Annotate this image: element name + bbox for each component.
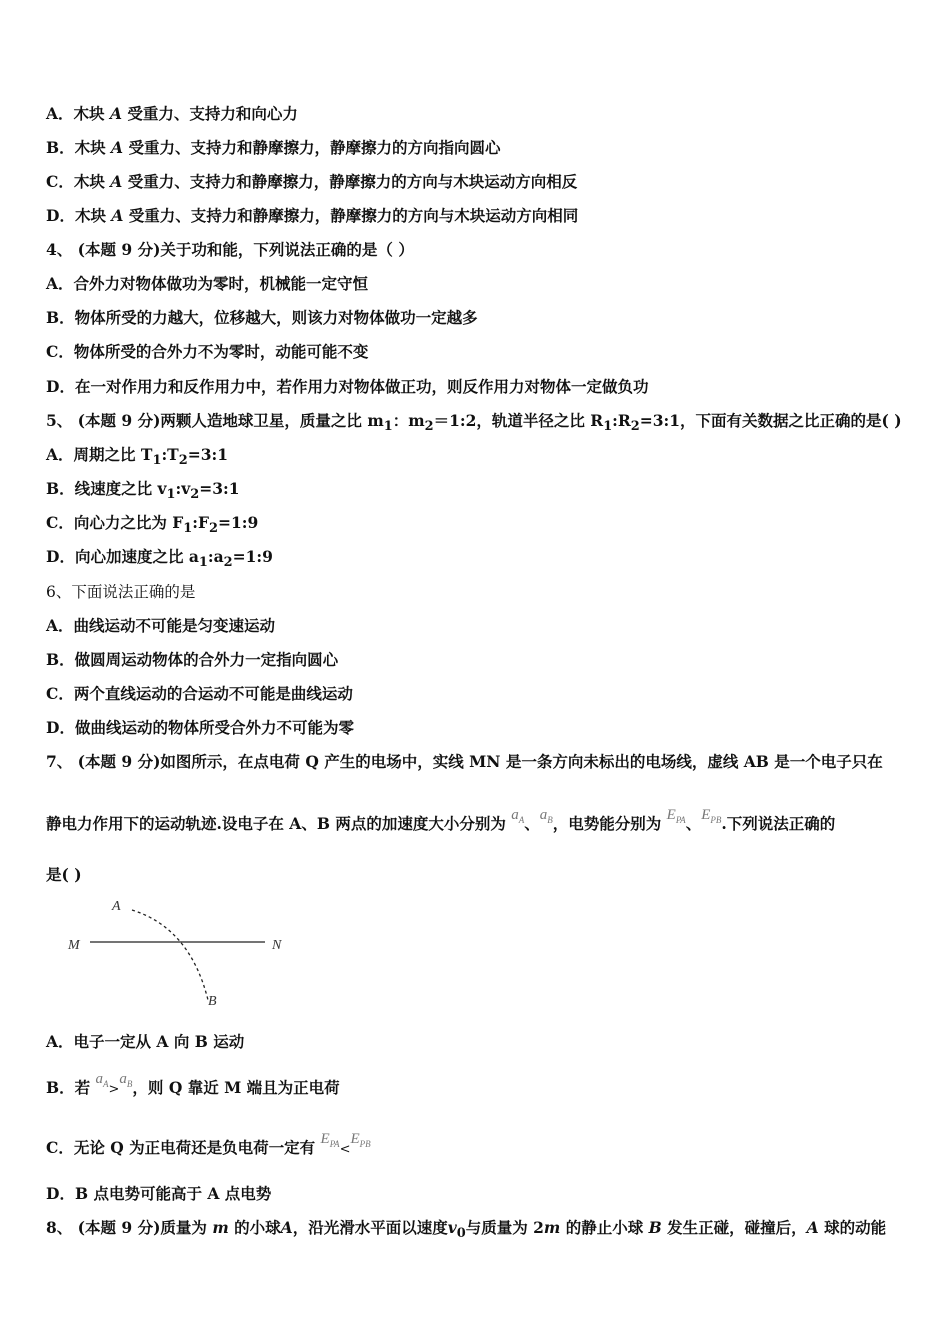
q3-option-d: D．木块 A 受重力、支持力和静摩擦力，静摩擦力的方向与木块运动方向相同: [46, 206, 579, 225]
q6-option-b: B．做圆周运动物体的合外力一定指向圆心: [46, 650, 339, 669]
q6-stem: 6、下面说法正确的是: [46, 583, 196, 601]
trajectory-ab: [132, 910, 208, 1000]
q5-option-c: C．向心力之比为 $F_1:F_2=1:9$: [46, 513, 259, 537]
label-B: B: [208, 994, 217, 1009]
symbol-E-PA: $E_{PA}$: [666, 807, 686, 825]
q5-option-a: A．周期之比 $T_1:T_2=3:1$: [46, 445, 228, 469]
q7-stem-line1: 7、 (本题 9 分)如图所示，在点电荷 Q 产生的电场中，实线 MN 是一条方向未标出的电场线，虚线 AB 是一个电子只在: [46, 752, 883, 771]
q4-option-c: C．物体所受的合外力不为零时，动能可能不变: [46, 342, 369, 361]
q5-option-d: D．向心加速度之比 $a_1:a_2=1:9$: [46, 547, 273, 571]
q4-option-d: D．在一对作用力和反作用力中，若作用力对物体做正功，则反作用力对物体一定做负功: [46, 377, 649, 396]
q6-option-c: C．两个直线运动的合运动不可能是曲线运动: [46, 684, 353, 703]
q7-option-d: D．B 点电势可能高于 A 点电势: [46, 1184, 272, 1203]
q3-option-a: A．木块 A 受重力、支持力和向心力: [46, 104, 298, 123]
label-A: A: [112, 899, 121, 914]
q5-stem: 5、 (本题 9 分)两颗人造地球卫星，质量之比 $m_1$：$m_2=1:2$，轨道半径之比 $R_1:R_2=3:1$，下面有关数据之比正确的是( ): [46, 411, 902, 435]
q4-option-a: A．合外力对物体做功为零时，机械能一定守恒: [46, 274, 369, 293]
q4-option-b: B．物体所受的力越大，位移越大，则该力对物体做功一定越多: [46, 308, 478, 327]
q4-stem: 4、 (本题 9 分)关于功和能，下列说法正确的是（ ）: [46, 240, 414, 259]
q7-option-c: C．无论 Q 为正电荷还是负电荷一定有 $E_{PA}<E_{PB}$: [46, 1131, 371, 1157]
electric-field-diagram: [60, 890, 300, 1012]
label-N: N: [272, 938, 282, 953]
q7-option-b: B．若 $a_A>a_B$，则 Q 靠近 M 端且为正电荷: [46, 1071, 340, 1097]
q6-option-d: D．做曲线运动的物体所受合外力不可能为零: [46, 718, 354, 737]
symbol-E-PB: $E_{PB}$: [701, 807, 722, 825]
symbol-a-A: $a_A$: [511, 807, 525, 825]
q3-option-c: C．木块 A 受重力、支持力和静摩擦力，静摩擦力的方向与木块运动方向相反: [46, 172, 578, 191]
q3-option-b: B．木块 A 受重力、支持力和静摩擦力，静摩擦力的方向指向圆心: [46, 138, 501, 157]
q8-stem: 8、 (本题 9 分)质量为 m 的小球A，沿光滑水平面以速度$v_0$与质量为 2m 的静止小球 B 发生正碰，碰撞后，A 球的动能: [46, 1218, 887, 1242]
q7-stem-line2: 静电力作用下的运动轨迹.设电子在 A、B 两点的加速度大小分别为 $a_A$、$a_B$，电势能分别为 $E_{PA}$、$E_{PB}$.下列说法正确的: [46, 807, 836, 833]
q7-stem-line3: 是( ): [46, 865, 82, 884]
q5-option-b: B．线速度之比 $v_1:v_2=3:1$: [46, 479, 240, 503]
q6-option-a: A．曲线运动不可能是匀变速运动: [46, 616, 276, 635]
q7-option-a: A．电子一定从 A 向 B 运动: [46, 1032, 245, 1051]
symbol-a-B: $a_B$: [539, 807, 553, 825]
label-M: M: [68, 938, 80, 953]
